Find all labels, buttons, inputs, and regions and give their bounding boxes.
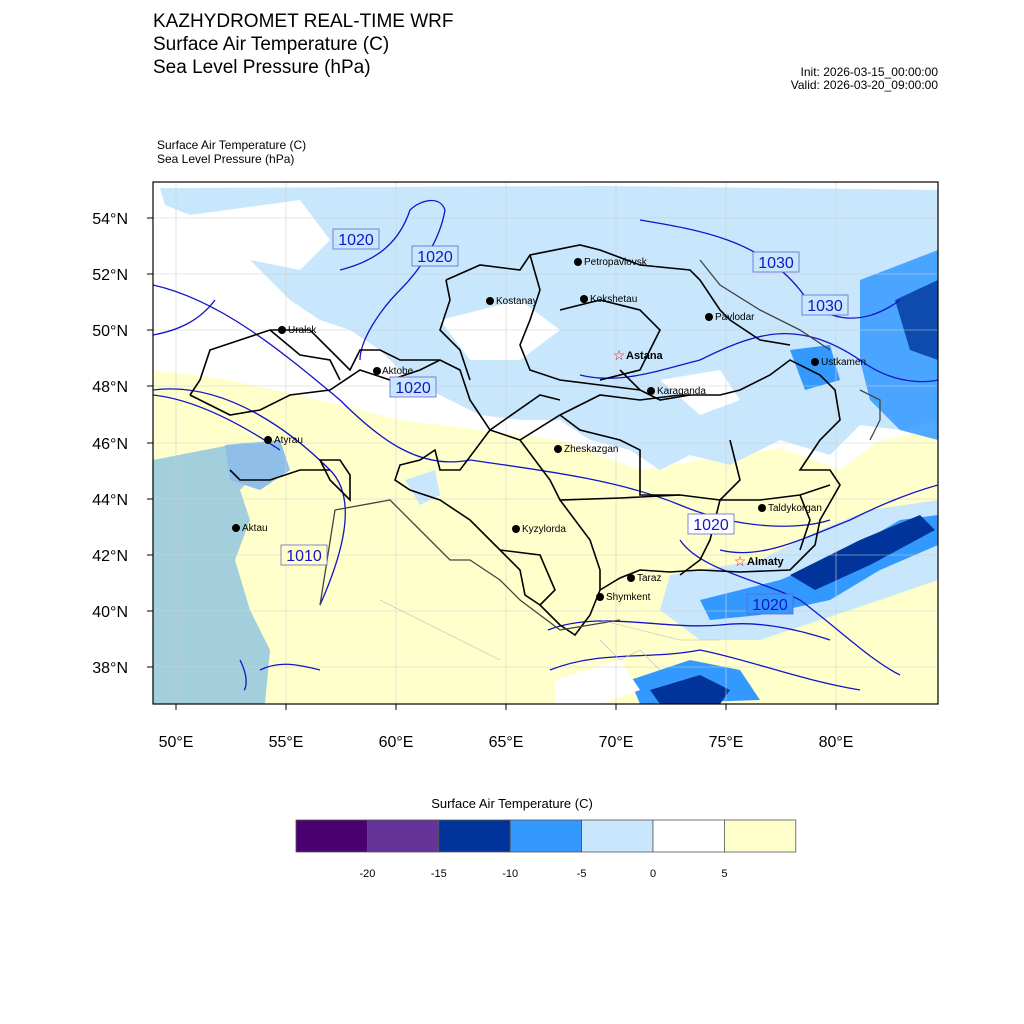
- city-label-pavlodar: Pavlodar: [715, 312, 755, 323]
- contour-label: 1020: [693, 517, 729, 534]
- city-dot: [264, 436, 272, 444]
- city-dot: [596, 593, 604, 601]
- lat-label: 52°N: [92, 267, 128, 284]
- title-line: KAZHYDROMET REAL-TIME WRF: [153, 11, 454, 32]
- capital-star-icon: ☆: [733, 553, 747, 569]
- latitude-labels: [92, 211, 128, 677]
- contour-label: 1020: [395, 380, 431, 397]
- legend-swatch: [367, 820, 438, 852]
- legend-tick: -10: [502, 868, 519, 880]
- contour-label: 1020: [752, 597, 788, 614]
- color-legend: [290, 815, 802, 885]
- lat-label: 40°N: [92, 604, 128, 621]
- init-time: Init: 2026-03-15_00:00:00: [800, 65, 938, 79]
- valid-time: Valid: 2026-03-20_09:00:00: [790, 78, 938, 92]
- legend-tick: 5: [721, 868, 728, 880]
- city-label-petropavlovsk: Petropavlovsk: [584, 257, 647, 268]
- city-label-atyrau: Atyrau: [274, 435, 303, 446]
- city-label-shymkent: Shymkent: [606, 592, 651, 603]
- city-label-aktobe: Aktobe: [382, 366, 414, 377]
- title-line: Sea Level Pressure (hPa): [153, 57, 371, 78]
- legend-swatch: [724, 820, 795, 852]
- longitude-labels: [159, 734, 854, 751]
- lat-label: 50°N: [92, 323, 128, 340]
- city-dot: [627, 574, 635, 582]
- lon-label: 75°E: [708, 734, 744, 751]
- lon-label: 50°E: [158, 734, 194, 751]
- lat-label: 42°N: [92, 548, 128, 565]
- contour-label: 1020: [338, 232, 374, 249]
- legend-tick: -20: [359, 868, 376, 880]
- city-dot: [580, 295, 588, 303]
- city-label-taldykorgan: Taldykorgan: [768, 503, 822, 514]
- city-label-almaty: Almaty: [747, 556, 784, 568]
- legend-swatch: [510, 820, 581, 852]
- legend-swatch: [439, 820, 510, 852]
- subtitle-line: Sea Level Pressure (hPa): [157, 152, 295, 166]
- contour-label: 1010: [286, 548, 322, 565]
- city-dot: [278, 326, 286, 334]
- contour-label: 1030: [758, 255, 794, 272]
- lon-label: 60°E: [378, 734, 414, 751]
- city-dot: [574, 258, 582, 266]
- title-line: Surface Air Temperature (C): [153, 34, 390, 55]
- city-dot: [758, 504, 766, 512]
- city-label-zheskazgan: Zheskazgan: [564, 444, 619, 455]
- city-dot: [647, 387, 655, 395]
- city-label-uralsk: Uralsk: [288, 325, 317, 336]
- city-label-kostanay: Kostanay: [496, 296, 538, 307]
- lon-label: 55°E: [268, 734, 304, 751]
- city-label-astana: Astana: [626, 350, 663, 362]
- city-dot: [811, 358, 819, 366]
- capital-star-icon: ☆: [612, 347, 626, 363]
- city-dot: [705, 313, 713, 321]
- legend-ticks: [359, 868, 727, 880]
- legend-tick: 0: [649, 868, 657, 880]
- map-plot-area: [153, 182, 938, 704]
- lat-label: 54°N: [92, 211, 128, 228]
- legend-swatch: [296, 820, 367, 852]
- legend-swatch: [653, 820, 724, 852]
- lon-label: 65°E: [488, 734, 524, 751]
- city-label-karaganda: Karaganda: [657, 386, 706, 397]
- city-dot: [512, 525, 520, 533]
- lat-label: 46°N: [92, 436, 128, 453]
- legend-swatch: [582, 820, 653, 852]
- city-dot: [486, 297, 494, 305]
- city-dot: [232, 524, 240, 532]
- lat-label: 48°N: [92, 379, 128, 396]
- city-label-ustkamen: Ustkamen: [821, 357, 867, 368]
- contour-label: 1020: [417, 249, 453, 266]
- legend-title: Surface Air Temperature (C): [431, 796, 593, 811]
- lat-label: 44°N: [92, 492, 128, 509]
- legend-tick: -15: [430, 868, 447, 880]
- city-label-taraz: Taraz: [637, 573, 662, 584]
- city-label-kyzylorda: Kyzylorda: [522, 524, 566, 535]
- lat-label: 38°N: [92, 660, 128, 677]
- city-dot: [373, 367, 381, 375]
- city-label-kokshetau: Kokshetau: [590, 294, 638, 305]
- contour-label: 1030: [807, 298, 843, 315]
- lon-label: 70°E: [598, 734, 634, 751]
- lon-label: 80°E: [818, 734, 854, 751]
- city-label-aktau: Aktau: [242, 523, 268, 534]
- city-dot: [554, 445, 562, 453]
- legend-tick: -5: [576, 868, 587, 880]
- subtitle-line: Surface Air Temperature (C): [157, 138, 307, 152]
